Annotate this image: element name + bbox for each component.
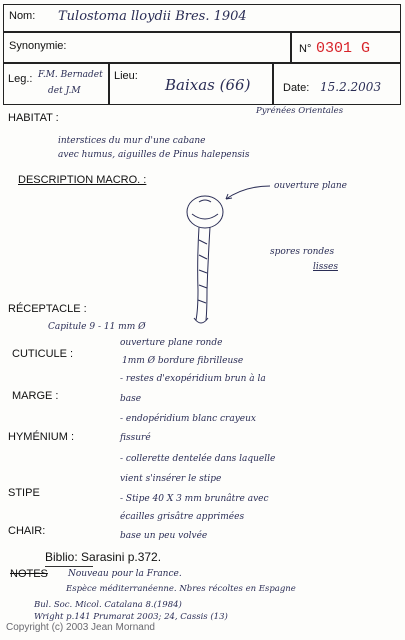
nom-value: Tulostoma lloydii Bres. 1904 (58, 9, 247, 24)
receptacle-line2: ouverture plane ronde (120, 338, 223, 348)
description-label: DESCRIPTION MACRO. : (18, 174, 147, 186)
chair-line1: base un peu volvée (120, 531, 208, 541)
stipe-scales (198, 240, 207, 303)
annotation-opening: ouverture plane (274, 181, 347, 191)
marge-label: MARGE : (12, 390, 59, 402)
hymenium-line2: fissuré (120, 433, 151, 443)
biblio-label: Biblio: Sarasini p.372. (45, 550, 162, 564)
notes-line2: Espèce méditerranéenne. Nbres récoltes en Espagne (66, 584, 296, 594)
annotation-spores: spores rondes (270, 247, 335, 257)
habitat-line1: interstices du mur d'une cabane (58, 136, 206, 146)
habitat-line2: avec humus, aiguilles de Pinus halepensis (58, 150, 250, 160)
cuticule-label: CUTICULE : (12, 348, 74, 360)
leg-value: F.M. Bernadet (38, 70, 103, 80)
marge-line1: - restes d'exopéridium brun à la (120, 374, 266, 384)
lieu-note: Pyrénées Orientales (256, 106, 344, 116)
stipe-line1: - collerette dentelée dans laquelle (120, 454, 276, 464)
date-value: 15.2.2003 (320, 80, 382, 94)
arrow-head (226, 194, 232, 199)
notes-line1: Nouveau pour la France. (68, 569, 182, 579)
biblio-underline (45, 566, 93, 567)
stipe-line2: vient s'insérer le stipe (120, 474, 222, 484)
date-label: Date: (283, 82, 310, 94)
hymenium-label: HYMÉNIUM : (8, 431, 74, 443)
habitat-label: HABITAT : (8, 112, 59, 124)
stipe-left (196, 227, 199, 320)
cuticule-line1: 1mm Ø bordure fibrilleuse (122, 356, 244, 366)
copyright-watermark: Copyright (c) 2003 Jean Mornand (6, 622, 155, 633)
stipe-label: STIPE (8, 487, 40, 499)
notes-line3: Bul. Soc. Micol. Catalana 8.(1984) (34, 600, 182, 610)
cap-detail (192, 214, 218, 219)
volva (194, 318, 208, 323)
numero-value: 0301 G (316, 40, 371, 57)
synonymie-label: Synonymie: (9, 40, 67, 52)
numero-label: N° (299, 43, 312, 55)
notes-label: NOTES (10, 568, 48, 580)
receptacle-line1: Capitule 9 - 11 mm Ø (48, 322, 146, 332)
stipe-right (206, 227, 210, 320)
ostiole (199, 200, 211, 202)
lieu-value: Baixas (66) (165, 76, 251, 94)
lieu-label: Lieu: (114, 70, 138, 82)
notes-line4: Wright p.141 Prumarat 2003; 24, Cassis (13) (34, 612, 228, 622)
det-value: det J.M (48, 86, 81, 96)
marge-line2: base (120, 394, 142, 404)
annotation-spores2: lisses (313, 262, 338, 272)
hymenium-line1: - endopéridium blanc crayeux (120, 414, 256, 424)
nom-label: Nom: (9, 10, 36, 22)
receptacle-label: RÉCEPTACLE : (8, 303, 87, 315)
stipe-line3: - Stipe 40 X 3 mm brunâtre avec (120, 494, 269, 504)
stipe-line4: écailles grisâtre apprimées (120, 512, 245, 522)
arrow-line (226, 186, 270, 199)
leg-label: Leg.: (8, 73, 33, 85)
cap-shape (187, 196, 223, 228)
chair-label: CHAIR: (8, 525, 46, 537)
